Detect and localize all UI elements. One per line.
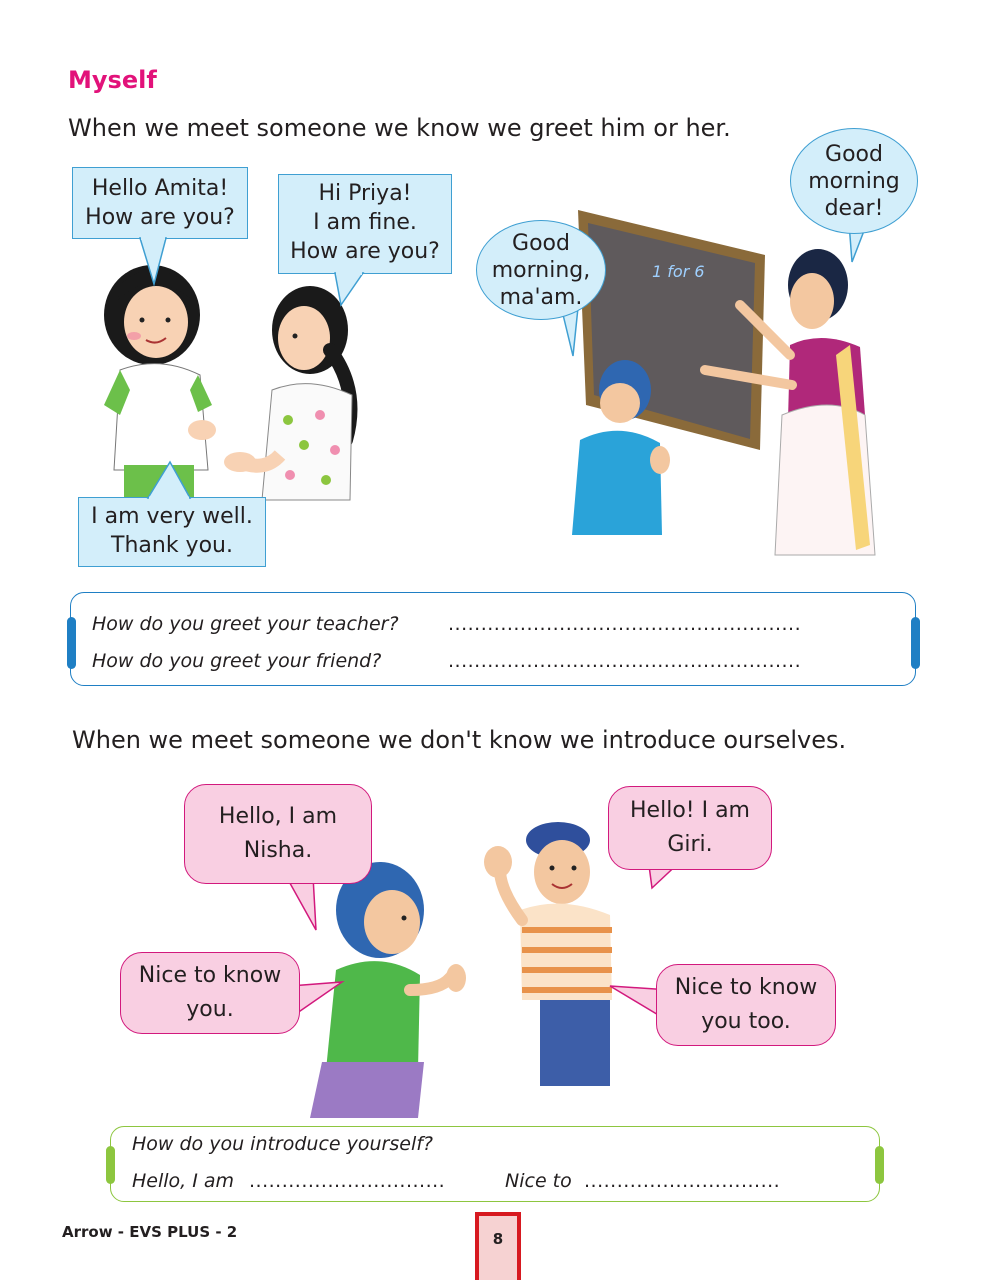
intro-introduce: When we meet someone we don't know we introduce ourselves. — [72, 726, 847, 754]
bubble-text: Nice to know — [138, 963, 282, 988]
question-introduce: How do you introduce yourself? — [132, 1133, 434, 1155]
bubble-text: I am very well. — [91, 504, 253, 529]
box-handle-left — [106, 1146, 115, 1184]
bubble-tail — [335, 273, 375, 309]
page-number-text: 8 — [492, 1230, 504, 1248]
bubble-text: Thank you. — [111, 533, 233, 558]
bubble-text: Hello! I am — [630, 798, 750, 823]
intro-greet: When we meet someone we know we greet him or her. — [68, 114, 731, 142]
bubble-hi-priya — [278, 174, 452, 274]
bubble-text: Good — [825, 141, 883, 167]
bubble-text: Good — [512, 230, 570, 256]
bubble-hello-amita — [72, 167, 248, 239]
answer-blank-teacher[interactable]: ...................................................... — [448, 613, 802, 635]
bubble-good-morning-dear — [790, 128, 918, 234]
answer-blank-nice[interactable]: .............................. — [584, 1170, 781, 1192]
bubble-hello-nisha — [184, 784, 372, 884]
bubble-tail — [140, 238, 180, 286]
answer-blank-friend[interactable]: ...................................................... — [448, 650, 802, 672]
bubble-text: How are you? — [290, 239, 440, 264]
bubble-text: Nisha. — [243, 838, 313, 863]
bubble-good-morning-maam — [476, 220, 606, 320]
bubble-tail — [140, 462, 200, 499]
bubble-text: Hello, I am — [218, 804, 338, 829]
bubble-text: Giri. — [667, 832, 713, 857]
bubble-text: I am fine. — [313, 210, 417, 235]
box-handle-left — [67, 617, 76, 669]
bubble-text: you. — [186, 997, 234, 1022]
section-title: Myself — [68, 66, 157, 94]
bubble-text: ma'am. — [499, 284, 583, 310]
question-greet-teacher: How do you greet your teacher? — [92, 613, 399, 635]
classroom-illustration — [560, 205, 880, 555]
bubble-text: Nice to know — [674, 975, 818, 1000]
bubble-text: Hi Priya! — [318, 181, 412, 206]
bubble-text: morning — [808, 168, 900, 194]
bubble-text: dear! — [824, 195, 884, 221]
blackboard-text: 1 for 6 — [652, 262, 705, 281]
bubble-text: morning, — [491, 257, 591, 283]
fill-hello-label: Hello, I am — [132, 1170, 235, 1192]
bubble-nice-to-know-too — [656, 964, 836, 1046]
question-greet-friend: How do you greet your friend? — [92, 650, 382, 672]
bubble-very-well — [78, 497, 266, 567]
answer-blank-name[interactable]: .............................. — [249, 1170, 446, 1192]
fill-nice-label: Nice to — [505, 1170, 572, 1192]
page-number — [475, 1212, 521, 1280]
bubble-text: How are you? — [85, 205, 235, 230]
bubble-text: Hello Amita! — [91, 176, 229, 201]
bubble-text: you too. — [701, 1009, 791, 1034]
box-handle-right — [911, 617, 920, 669]
bubble-hello-giri — [608, 786, 772, 870]
bubble-nice-to-know — [120, 952, 300, 1034]
footer-book-title: Arrow - EVS PLUS - 2 — [62, 1223, 238, 1241]
box-handle-right — [875, 1146, 884, 1184]
